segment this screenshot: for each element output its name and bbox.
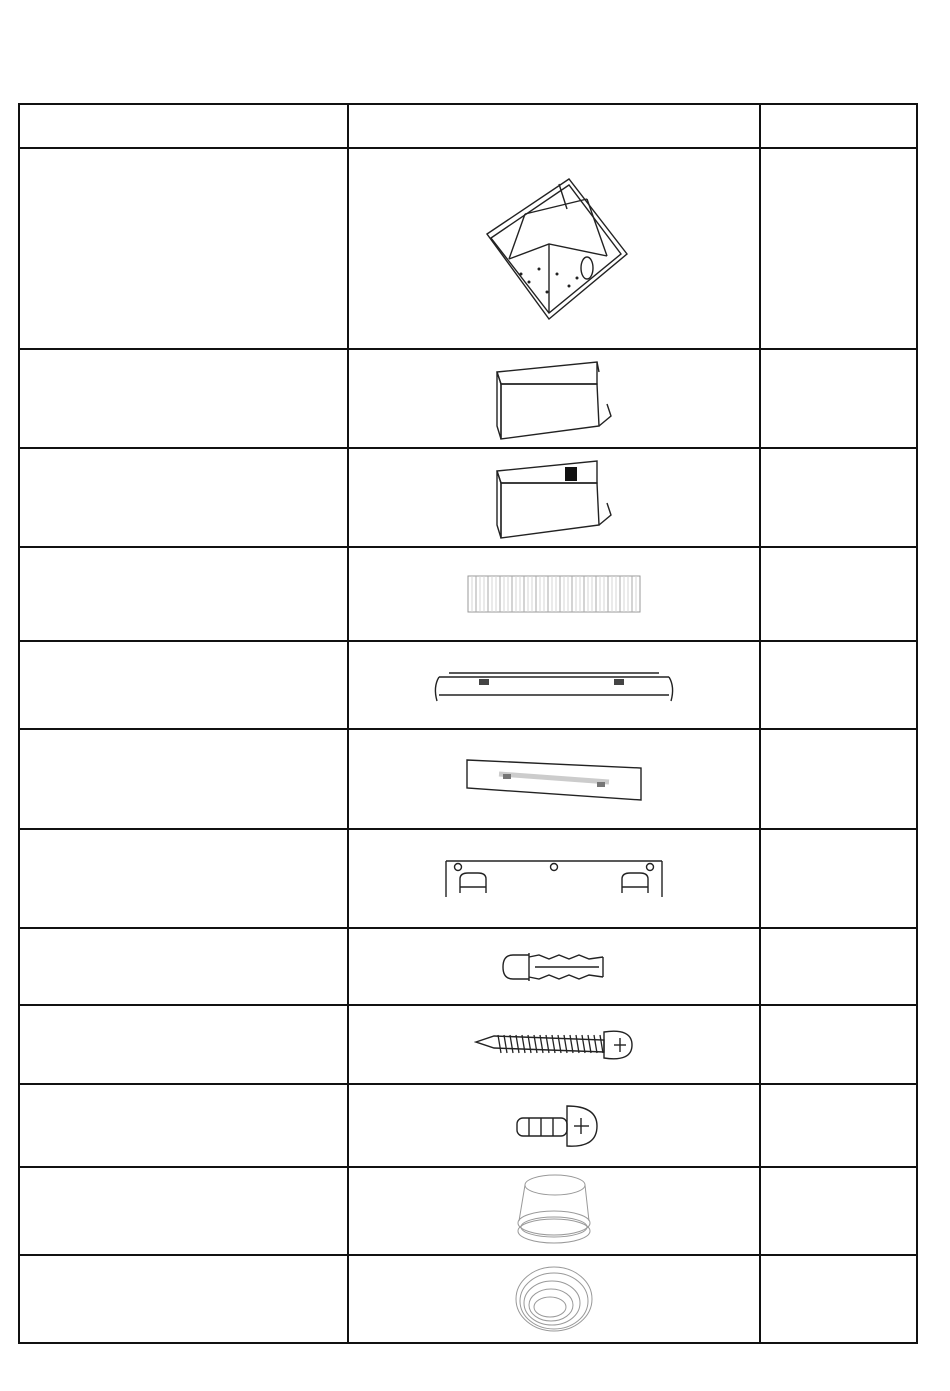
part-name-cell bbox=[19, 641, 348, 729]
part-qty-cell bbox=[760, 547, 917, 641]
table-row bbox=[19, 349, 917, 448]
part-qty-cell bbox=[760, 928, 917, 1005]
part-qty-cell bbox=[760, 349, 917, 448]
header-cell-picture bbox=[348, 104, 760, 148]
part-qty-cell bbox=[760, 641, 917, 729]
part-name-cell bbox=[19, 729, 348, 829]
mounting-rail-icon bbox=[429, 665, 679, 705]
hanging-bracket-icon bbox=[444, 857, 664, 901]
part-qty-cell bbox=[760, 829, 917, 928]
part-name-cell bbox=[19, 148, 348, 349]
table-row bbox=[19, 829, 917, 928]
table-header-row bbox=[19, 104, 917, 148]
part-name-cell bbox=[19, 829, 348, 928]
part-name-cell bbox=[19, 928, 348, 1005]
table-row bbox=[19, 448, 917, 547]
table-row bbox=[19, 1167, 917, 1255]
part-name-cell bbox=[19, 547, 348, 641]
parts-table bbox=[18, 103, 918, 1344]
part-name-cell bbox=[19, 448, 348, 547]
hood-body-icon bbox=[469, 174, 639, 324]
part-qty-cell bbox=[760, 1084, 917, 1167]
upper-chimney-icon bbox=[489, 354, 619, 444]
table-row bbox=[19, 148, 917, 349]
reducer-ring-icon bbox=[509, 1259, 599, 1339]
short-screw-icon bbox=[509, 1098, 599, 1154]
table-row bbox=[19, 1005, 917, 1084]
part-qty-cell bbox=[760, 148, 917, 349]
table-row bbox=[19, 547, 917, 641]
part-name-cell bbox=[19, 1005, 348, 1084]
part-qty-cell bbox=[760, 448, 917, 547]
table-row bbox=[19, 641, 917, 729]
part-name-cell bbox=[19, 1167, 348, 1255]
table-row bbox=[19, 1255, 917, 1343]
wall-plug-icon bbox=[499, 947, 609, 987]
part-qty-cell bbox=[760, 1167, 917, 1255]
long-screw-icon bbox=[474, 1018, 634, 1072]
table-row bbox=[19, 1084, 917, 1167]
lower-chimney-icon bbox=[489, 453, 619, 543]
header-cell-name bbox=[19, 104, 348, 148]
part-name-cell bbox=[19, 349, 348, 448]
part-name-cell bbox=[19, 1255, 348, 1343]
bracket-plate-icon bbox=[459, 754, 649, 804]
duct-adapter-icon bbox=[509, 1171, 599, 1251]
part-qty-cell bbox=[760, 1005, 917, 1084]
table-row bbox=[19, 729, 917, 829]
part-qty-cell bbox=[760, 1255, 917, 1343]
part-qty-cell bbox=[760, 729, 917, 829]
table-row bbox=[19, 928, 917, 1005]
header-cell-quantity bbox=[760, 104, 917, 148]
flexible-duct-icon bbox=[464, 574, 644, 614]
part-name-cell bbox=[19, 1084, 348, 1167]
